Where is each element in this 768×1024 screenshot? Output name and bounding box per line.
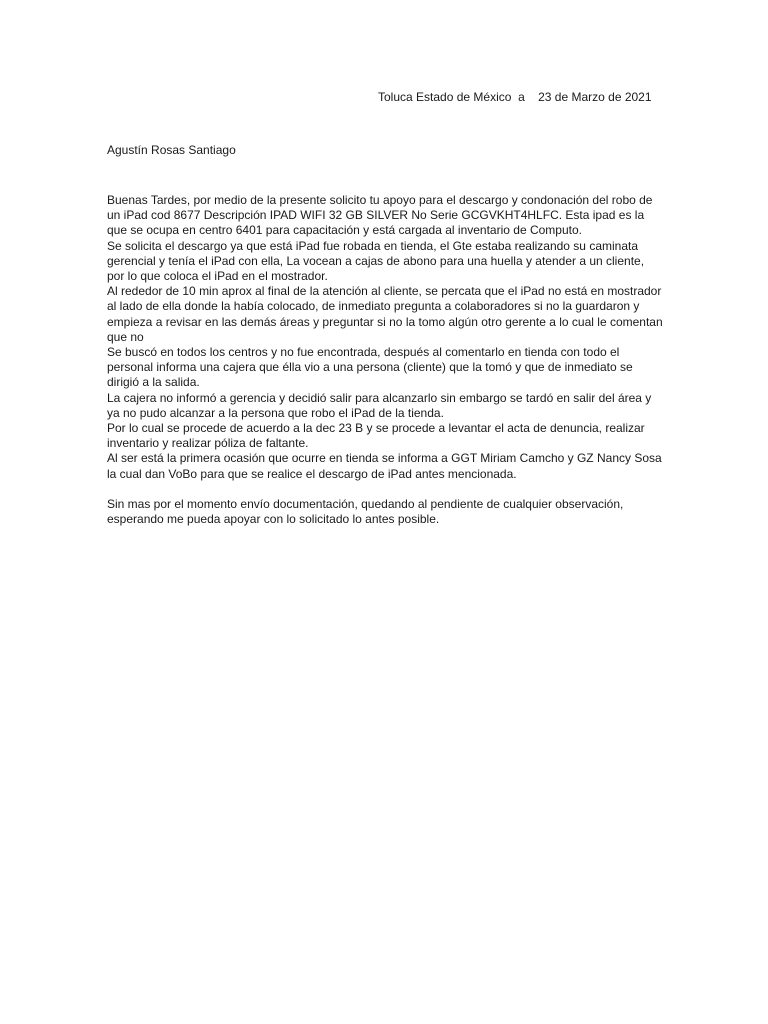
body-paragraph: Se buscó en todos los centros y no fue encontrada, después al comentarlo en tienda con todo el personal informa una cajera que élla vio a una persona (cliente) que la tomó y que de inmediato se dirigió a la salida. [107,345,633,390]
body-paragraph: Al rededor de 10 min aprox al final de la atención al cliente, se percata que el iPad no está en mostrador al lado de ella donde la había colocado, de inmediato pregunta a colaboradores si no la guardaron y empieza a revisar en las demás áreas y preguntar si no la tomo algún otro gerente a lo cual le comentan que no [107,284,663,344]
dateline [378,90,652,105]
body-paragraph: La cajera no informó a gerencia y decidió salir para alcanzarlo sin embargo se tardó en salir del área y ya no pudo alcanzar a la persona que robo el iPad de la tienda. [107,390,652,420]
letter-body [107,193,663,527]
dateline-connector: a [518,90,525,104]
body-paragraph: Se solicita el descargo ya que está iPad fue robada en tienda, el Gte estaba realizando su caminata gerencial y tenía el iPad con ella, La vocean a cajas de abono para una huella y atender a un cliente, por lo que coloca el iPad en el mostrador. [107,238,645,284]
body-paragraph: Buenas Tardes, por medio de la presente solicito tu apoyo para el descargo y condonación del robo de un iPad cod 8677 Descripción IPAD WIFI 32 GB SILVER No Serie GCGVKHT4HLFC. Esta ipad es la que se ocupa en centro 6401 para capacitación y está cargada al inventario de Computo. [107,193,653,238]
closing-paragraph: Sin mas por el momento envío documentación, quedando al pendiente de cualquier observación, esperando me pueda apoyar con lo solicitado lo antes posible. [107,496,624,527]
body-paragraph: Por lo cual se procede de acuerdo a la dec 23 B y se procede a levantar el acta de denuncia, realizar inventario y realizar póliza de faltante. [107,421,645,451]
dateline-place: Toluca Estado de México [378,90,512,104]
dateline-date: 23 de Marzo de 2021 [538,90,652,104]
recipient-name: Agustín Rosas Santiago [107,143,236,157]
body-paragraph: Al ser está la primera ocasión que ocurre en tienda se informa a GGT Miriam Camcho y GZ Nancy Sosa la cual dan VoBo para que se realice el descargo de iPad antes mencionada. [107,451,662,481]
